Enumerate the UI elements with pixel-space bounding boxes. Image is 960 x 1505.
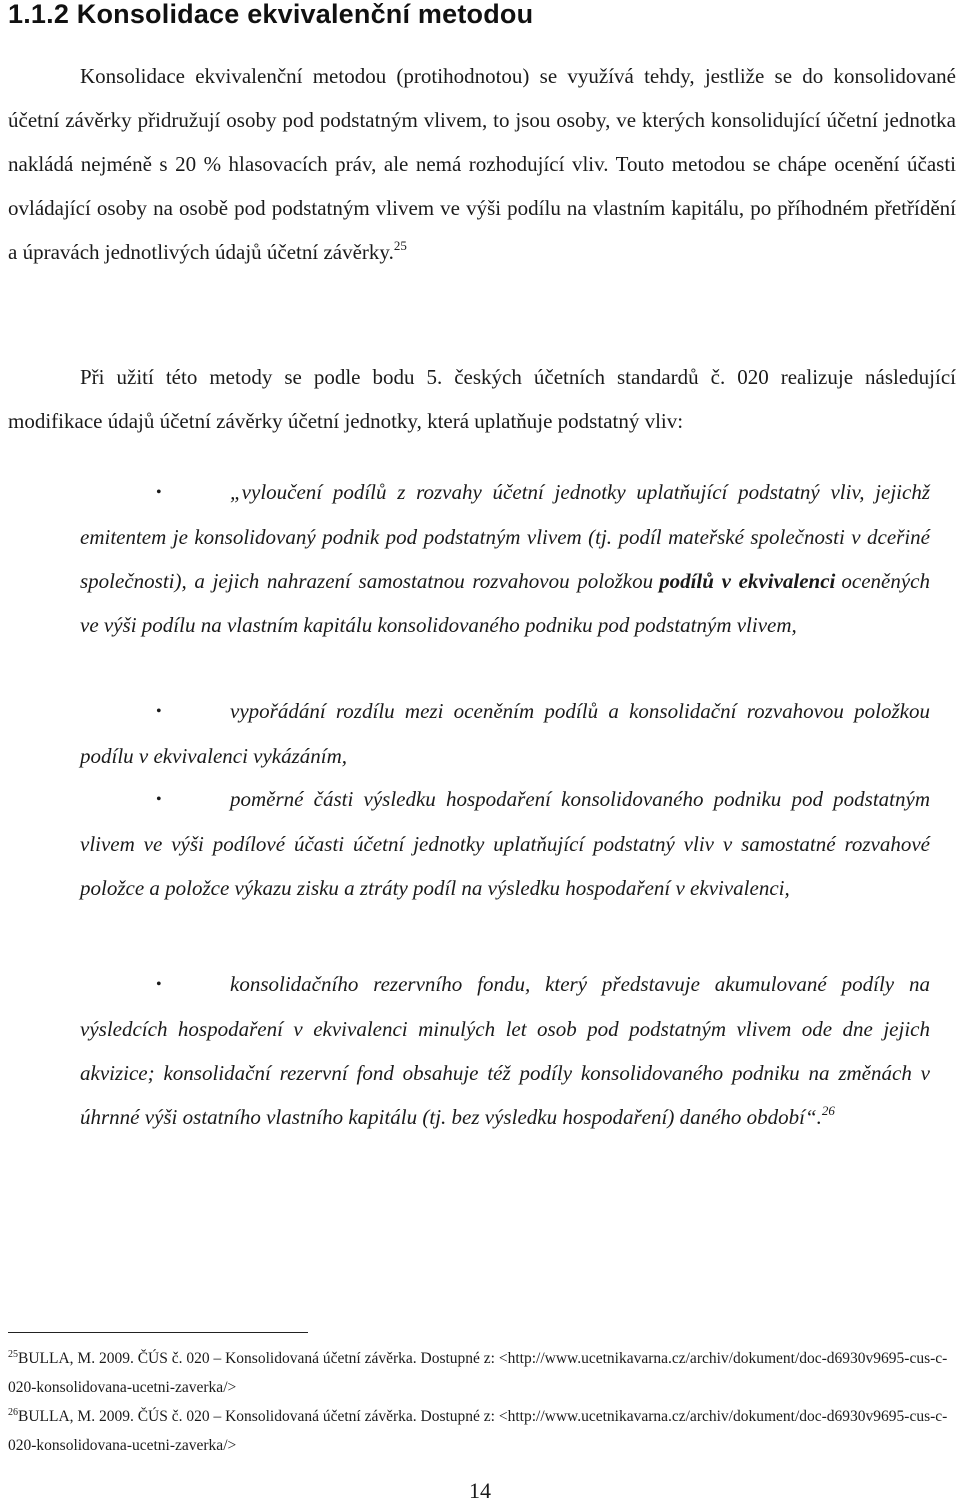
footnote-26 (8, 1402, 948, 1460)
list-item (80, 962, 930, 1139)
footnote-25 (8, 1344, 948, 1402)
section-heading: 1.1.2 Konsolidace ekvivalenční metodou (8, 0, 534, 29)
page-number: 14 (469, 1478, 491, 1503)
paragraph-intro-text: Konsolidace ekvivalenční metodou (protihodnotou) se využívá tehdy, jestliže se do konsolidované účetní závěrky přidružují osoby pod podstatným vlivem, to jsou osoby, ve kterých konsolidující účetní jednotka nakládá nejméně s 20 % hlasovacích práv, ale nemá rozhodující vliv. Touto metodou se chápe ocenění účasti ovládající osoby na osobě pod podstatným vlivem ve výši podílu na vlastním kapitálu, po příhodném přetřídění a úpravách jednotlivých údajů účetní závěrky. (8, 64, 956, 264)
footnote-number: 26 (8, 1407, 18, 1418)
footnote-text: BULLA, M. 2009. ČÚS č. 020 – Konsolidovaná účetní závěrka. Dostupné z: <http://www.ucetnikavarna.cz/archiv/dokument/doc-d6930v9695-cus-c-020-konsolidovana-ucetni-zaverka/> (8, 1408, 948, 1454)
bullet-icon: • (156, 484, 162, 501)
bullet-icon: • (156, 703, 162, 720)
paragraph-modifications (8, 355, 956, 443)
list-item-text: vypořádání rozdílu mezi oceněním podílů a konsolidační rozvahovou položkou podílu v ekvivalenci vykázáním, (80, 699, 930, 768)
paragraph-intro (8, 54, 956, 274)
bullet-icon: • (156, 976, 162, 993)
footnote-text: BULLA, M. 2009. ČÚS č. 020 – Konsolidovaná účetní závěrka. Dostupné z: <http://www.ucetnikavarna.cz/archiv/dokument/doc-d6930v9695-cus-c-020-konsolidovana-ucetni-zaverka/> (8, 1350, 948, 1396)
bullet-icon: • (156, 791, 162, 808)
list-item-text-continued: oceněných ve výši podílu na vlastním kapitálu konsolidovaného podniku pod podstatným vlivem, (80, 569, 930, 637)
list-item (80, 777, 930, 910)
list-item-text: „vyloučení podílů z rozvahy účetní jednotky uplatňující podstatný vliv, jejichž emitentem je konsolidovaný podnik pod podstatným vlivem (tj. podíl mateřské společnosti v dceřiné společnosti), a jejich nahrazení samostatnou rozvahovou položkou (80, 480, 930, 593)
list-item (80, 689, 930, 778)
footnote-ref-26: 26 (821, 1103, 835, 1118)
bold-term: podílů v ekvivalenci (659, 569, 836, 593)
list-item-text: konsolidačního rezervního fondu, který představuje akumulované podíly na výsledcích hospodaření v ekvivalenci minulých let osob pod podstatným vlivem ode dne jejich akvizice; konsolidační rezervní fond obsahuje též podíly konsolidovaného podniku na změnách v úhrnné výši ostatního vlastního kapitálu (tj. bez výsledku hospodaření) daného období“. (80, 972, 930, 1129)
list-item-text: poměrné části výsledku hospodaření konsolidovaného podniku pod podstatným vlivem ve výši podílové účasti účetní jednotky uplatňující podstatný vliv v samostatné rozvahové položce a položce výkazu zisku a ztráty podíl na výsledku hospodaření v ekvivalenci, (80, 787, 930, 900)
footnote-separator (8, 1332, 308, 1333)
footnote-number: 25 (8, 1349, 18, 1360)
list-item (80, 470, 930, 647)
paragraph-modifications-text: Při užití této metody se podle bodu 5. českých účetních standardů č. 020 realizuje následující modifikace údajů účetní závěrky účetní jednotky, která uplatňuje podstatný vliv: (8, 365, 956, 433)
footnote-ref-25: 25 (393, 238, 407, 253)
